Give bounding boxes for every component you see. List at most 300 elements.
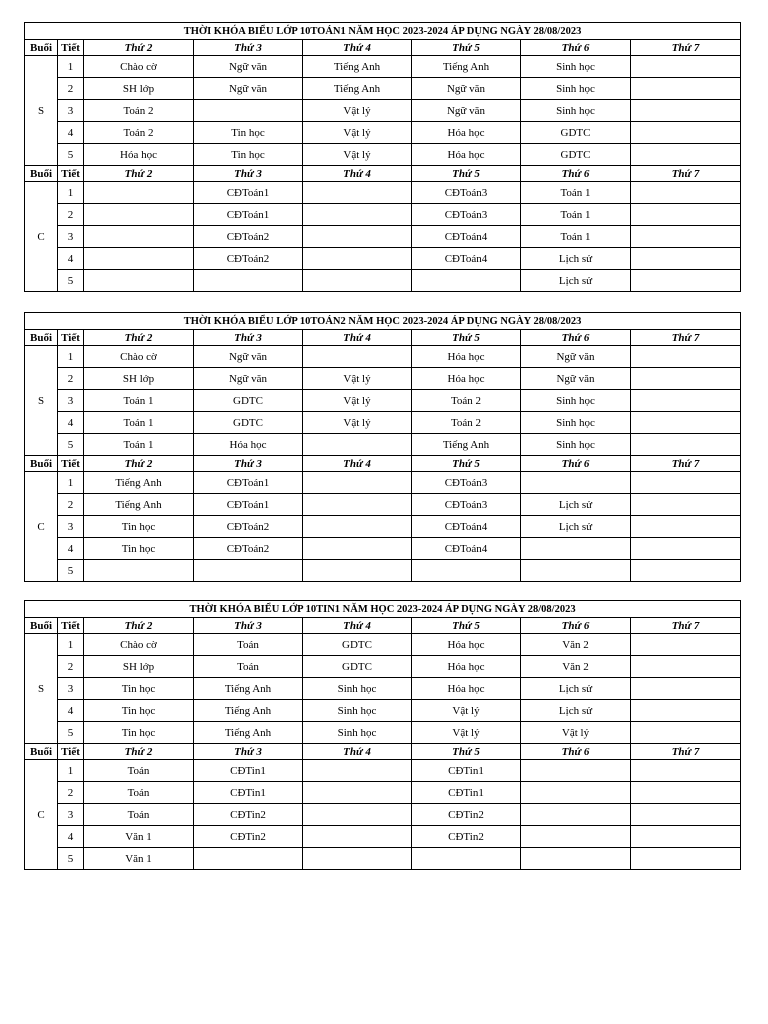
subject-cell: Tiếng Anh — [412, 56, 521, 78]
subject-cell: CĐToán3 — [412, 494, 521, 516]
column-header: Thứ 2 — [84, 40, 194, 56]
subject-cell — [303, 226, 412, 248]
subject-cell — [631, 56, 741, 78]
column-header: Thứ 6 — [521, 330, 631, 346]
column-header: Thứ 5 — [412, 166, 521, 182]
table-row — [25, 122, 741, 144]
subject-cell: GDTC — [194, 390, 303, 412]
period-number: 4 — [58, 412, 84, 434]
period-number: 5 — [58, 434, 84, 456]
subject-cell: Văn 1 — [84, 848, 194, 870]
subject-cell: Toán 1 — [84, 412, 194, 434]
subject-cell: CĐTin1 — [194, 760, 303, 782]
period-number: 3 — [58, 390, 84, 412]
table-row — [25, 516, 741, 538]
table-row — [25, 560, 741, 582]
subject-cell: Sinh học — [521, 412, 631, 434]
column-header: Thứ 4 — [303, 166, 412, 182]
subject-cell — [521, 760, 631, 782]
column-header: Thứ 5 — [412, 618, 521, 634]
subject-cell — [84, 270, 194, 292]
subject-cell — [303, 782, 412, 804]
header-row — [25, 618, 741, 634]
column-header: Buổi — [25, 166, 58, 182]
table-row — [25, 848, 741, 870]
subject-cell: Vật lý — [521, 722, 631, 744]
subject-cell: Toán 2 — [412, 390, 521, 412]
table-row — [25, 722, 741, 744]
subject-cell: Toán — [194, 656, 303, 678]
subject-cell — [84, 182, 194, 204]
period-number: 2 — [58, 78, 84, 100]
subject-cell — [84, 204, 194, 226]
subject-cell: Sinh học — [521, 56, 631, 78]
subject-cell — [631, 722, 741, 744]
subject-cell: Tin học — [194, 144, 303, 166]
column-header: Thứ 6 — [521, 456, 631, 472]
period-number: 1 — [58, 346, 84, 368]
subject-cell: CĐToán1 — [194, 494, 303, 516]
subject-cell — [631, 804, 741, 826]
subject-cell: Tiếng Anh — [303, 78, 412, 100]
subject-cell: CĐToán2 — [194, 516, 303, 538]
period-number: 1 — [58, 634, 84, 656]
subject-cell: Ngữ văn — [521, 368, 631, 390]
subject-cell: Vật lý — [412, 700, 521, 722]
table-row — [25, 634, 741, 656]
period-number: 2 — [58, 656, 84, 678]
period-number: 4 — [58, 248, 84, 270]
subject-cell: Vật lý — [303, 100, 412, 122]
subject-cell: Lịch sử — [521, 516, 631, 538]
subject-cell — [631, 826, 741, 848]
subject-cell — [631, 848, 741, 870]
subject-cell: Chào cờ — [84, 634, 194, 656]
subject-cell — [303, 270, 412, 292]
column-header: Thứ 7 — [631, 330, 741, 346]
subject-cell: CĐTin2 — [194, 804, 303, 826]
subject-cell: Sinh học — [521, 390, 631, 412]
subject-cell: Chào cờ — [84, 56, 194, 78]
column-header: Thứ 4 — [303, 744, 412, 760]
session-label: S — [25, 56, 58, 166]
subject-cell — [631, 434, 741, 456]
subject-cell: Tiếng Anh — [303, 56, 412, 78]
subject-cell: Hóa học — [412, 634, 521, 656]
subject-cell — [521, 560, 631, 582]
subject-cell — [631, 538, 741, 560]
subject-cell: Sinh học — [521, 434, 631, 456]
header-row — [25, 744, 741, 760]
table-row — [25, 270, 741, 292]
column-header: Thứ 7 — [631, 456, 741, 472]
subject-cell: CĐTin2 — [412, 826, 521, 848]
table-row — [25, 826, 741, 848]
subject-cell: Tiếng Anh — [194, 678, 303, 700]
subject-cell: Lịch sử — [521, 248, 631, 270]
table-row — [25, 226, 741, 248]
subject-cell: Toán — [84, 804, 194, 826]
subject-cell — [194, 848, 303, 870]
subject-cell — [303, 560, 412, 582]
subject-cell: CĐToán3 — [412, 182, 521, 204]
column-header: Thứ 7 — [631, 744, 741, 760]
subject-cell: CĐToán4 — [412, 538, 521, 560]
table-row — [25, 204, 741, 226]
subject-cell: Vật lý — [303, 122, 412, 144]
table-row — [25, 700, 741, 722]
column-header: Buổi — [25, 618, 58, 634]
period-number: 3 — [58, 678, 84, 700]
table-row — [25, 78, 741, 100]
column-header: Thứ 6 — [521, 40, 631, 56]
subject-cell: Hóa học — [412, 122, 521, 144]
timetable-title: THỜI KHÓA BIỂU LỚP 10TIN1 NĂM HỌC 2023-2024 ÁP DỤNG NGÀY 28/08/2023 — [25, 601, 741, 618]
period-number: 5 — [58, 270, 84, 292]
subject-cell: GDTC — [521, 144, 631, 166]
subject-cell — [521, 782, 631, 804]
subject-cell: Toán 1 — [521, 182, 631, 204]
table-row — [25, 678, 741, 700]
subject-cell — [631, 760, 741, 782]
subject-cell: Văn 2 — [521, 656, 631, 678]
period-number: 2 — [58, 204, 84, 226]
session-label: S — [25, 346, 58, 456]
subject-cell — [631, 678, 741, 700]
column-header: Tiết — [58, 166, 84, 182]
subject-cell: CĐToán1 — [194, 204, 303, 226]
subject-cell — [303, 804, 412, 826]
subject-cell: SH lớp — [84, 656, 194, 678]
subject-cell — [631, 248, 741, 270]
subject-cell: Ngữ văn — [412, 78, 521, 100]
subject-cell: Lịch sử — [521, 270, 631, 292]
subject-cell: Toán — [194, 634, 303, 656]
subject-cell — [412, 270, 521, 292]
table-row — [25, 56, 741, 78]
column-header: Thứ 4 — [303, 330, 412, 346]
timetable-1 — [24, 22, 741, 292]
subject-cell — [631, 656, 741, 678]
session-label: S — [25, 634, 58, 744]
subject-cell: CĐTin2 — [194, 826, 303, 848]
session-label: C — [25, 182, 58, 292]
subject-cell: Vật lý — [303, 368, 412, 390]
subject-cell: Sinh học — [521, 100, 631, 122]
table-row — [25, 346, 741, 368]
subject-cell: CĐTin1 — [412, 782, 521, 804]
table-row — [25, 100, 741, 122]
period-number: 1 — [58, 472, 84, 494]
subject-cell: Tin học — [84, 722, 194, 744]
period-number: 5 — [58, 144, 84, 166]
subject-cell — [303, 494, 412, 516]
subject-cell: Sinh học — [521, 78, 631, 100]
subject-cell: GDTC — [303, 634, 412, 656]
table-row — [25, 368, 741, 390]
column-header: Thứ 3 — [194, 166, 303, 182]
column-header: Buổi — [25, 40, 58, 56]
table-row — [25, 804, 741, 826]
column-header: Thứ 5 — [412, 330, 521, 346]
column-header: Thứ 5 — [412, 456, 521, 472]
subject-cell: Vật lý — [303, 390, 412, 412]
subject-cell — [521, 472, 631, 494]
table-row — [25, 494, 741, 516]
column-header: Thứ 3 — [194, 456, 303, 472]
subject-cell — [631, 472, 741, 494]
column-header: Buổi — [25, 330, 58, 346]
subject-cell: CĐToán3 — [412, 204, 521, 226]
subject-cell: SH lớp — [84, 78, 194, 100]
period-number: 5 — [58, 560, 84, 582]
table-row — [25, 656, 741, 678]
table-row — [25, 412, 741, 434]
subject-cell: Vật lý — [303, 144, 412, 166]
subject-cell — [631, 182, 741, 204]
subject-cell — [631, 516, 741, 538]
period-number: 4 — [58, 538, 84, 560]
subject-cell — [194, 100, 303, 122]
table-row — [25, 182, 741, 204]
subject-cell: CĐToán2 — [194, 248, 303, 270]
subject-cell: Toán 2 — [84, 100, 194, 122]
subject-cell: Tin học — [84, 700, 194, 722]
subject-cell: Hóa học — [84, 144, 194, 166]
column-header: Thứ 5 — [412, 40, 521, 56]
subject-cell: Sinh học — [303, 678, 412, 700]
column-header: Thứ 2 — [84, 744, 194, 760]
subject-cell: GDTC — [521, 122, 631, 144]
subject-cell: Hóa học — [412, 346, 521, 368]
column-header: Thứ 5 — [412, 744, 521, 760]
table-row — [25, 760, 741, 782]
subject-cell: Toán — [84, 782, 194, 804]
subject-cell — [631, 560, 741, 582]
subject-cell: CĐTin2 — [412, 804, 521, 826]
subject-cell: Văn 2 — [521, 634, 631, 656]
subject-cell: Ngữ văn — [521, 346, 631, 368]
period-number: 4 — [58, 122, 84, 144]
subject-cell: Toán 1 — [84, 434, 194, 456]
subject-cell — [631, 700, 741, 722]
session-label: C — [25, 760, 58, 870]
subject-cell — [521, 826, 631, 848]
subject-cell — [84, 560, 194, 582]
column-header: Tiết — [58, 330, 84, 346]
timetable-title: THỜI KHÓA BIỂU LỚP 10TOÁN2 NĂM HỌC 2023-2024 ÁP DỤNG NGÀY 28/08/2023 — [25, 313, 741, 330]
column-header: Thứ 2 — [84, 166, 194, 182]
period-number: 1 — [58, 56, 84, 78]
subject-cell: CĐToán2 — [194, 538, 303, 560]
column-header: Tiết — [58, 456, 84, 472]
column-header: Thứ 6 — [521, 166, 631, 182]
header-row — [25, 330, 741, 346]
subject-cell: Tin học — [84, 516, 194, 538]
column-header: Buổi — [25, 456, 58, 472]
subject-cell — [631, 368, 741, 390]
column-header: Tiết — [58, 618, 84, 634]
subject-cell: CĐToán1 — [194, 472, 303, 494]
subject-cell — [303, 248, 412, 270]
table-row — [25, 434, 741, 456]
subject-cell: CĐTin1 — [194, 782, 303, 804]
subject-cell: Toán 1 — [521, 226, 631, 248]
subject-cell: CĐToán3 — [412, 472, 521, 494]
table-row — [25, 144, 741, 166]
subject-cell — [303, 346, 412, 368]
period-number: 2 — [58, 494, 84, 516]
table-row — [25, 472, 741, 494]
subject-cell — [631, 782, 741, 804]
subject-cell — [303, 538, 412, 560]
subject-cell: GDTC — [194, 412, 303, 434]
column-header: Tiết — [58, 40, 84, 56]
subject-cell — [303, 472, 412, 494]
period-number: 4 — [58, 700, 84, 722]
subject-cell: Tiếng Anh — [84, 494, 194, 516]
column-header: Thứ 3 — [194, 330, 303, 346]
column-header: Thứ 2 — [84, 618, 194, 634]
session-label: C — [25, 472, 58, 582]
subject-cell — [303, 826, 412, 848]
timetable-title: THỜI KHÓA BIỂU LỚP 10TOÁN1 NĂM HỌC 2023-2024 ÁP DỤNG NGÀY 28/08/2023 — [25, 23, 741, 40]
timetable-3 — [24, 600, 741, 870]
subject-cell: Hóa học — [412, 144, 521, 166]
subject-cell — [521, 848, 631, 870]
timetable-2 — [24, 312, 741, 582]
column-header: Thứ 7 — [631, 618, 741, 634]
table-row — [25, 782, 741, 804]
subject-cell — [631, 100, 741, 122]
subject-cell — [303, 516, 412, 538]
subject-cell: Vật lý — [412, 722, 521, 744]
column-header: Thứ 3 — [194, 618, 303, 634]
subject-cell — [412, 560, 521, 582]
subject-cell: Toán 1 — [84, 390, 194, 412]
column-header: Buổi — [25, 744, 58, 760]
subject-cell — [84, 226, 194, 248]
column-header: Thứ 4 — [303, 456, 412, 472]
period-number: 3 — [58, 226, 84, 248]
period-number: 2 — [58, 782, 84, 804]
subject-cell: Ngữ văn — [194, 78, 303, 100]
column-header: Thứ 7 — [631, 166, 741, 182]
column-header: Thứ 2 — [84, 330, 194, 346]
period-number: 1 — [58, 760, 84, 782]
column-header: Thứ 6 — [521, 744, 631, 760]
subject-cell — [631, 346, 741, 368]
subject-cell — [303, 182, 412, 204]
subject-cell: Ngữ văn — [194, 346, 303, 368]
subject-cell — [194, 270, 303, 292]
header-row — [25, 456, 741, 472]
subject-cell — [631, 390, 741, 412]
column-header: Thứ 2 — [84, 456, 194, 472]
period-number: 3 — [58, 100, 84, 122]
subject-cell: Ngữ văn — [194, 56, 303, 78]
subject-cell: Ngữ văn — [194, 368, 303, 390]
subject-cell — [521, 538, 631, 560]
subject-cell — [631, 226, 741, 248]
subject-cell: Sinh học — [303, 700, 412, 722]
subject-cell: Chào cờ — [84, 346, 194, 368]
period-number: 3 — [58, 516, 84, 538]
period-number: 4 — [58, 826, 84, 848]
subject-cell: Lịch sử — [521, 494, 631, 516]
subject-cell — [631, 634, 741, 656]
subject-cell: CĐToán1 — [194, 182, 303, 204]
subject-cell: Lịch sử — [521, 700, 631, 722]
header-row — [25, 166, 741, 182]
subject-cell — [412, 848, 521, 870]
period-number: 3 — [58, 804, 84, 826]
column-header: Thứ 3 — [194, 40, 303, 56]
subject-cell: Hóa học — [412, 368, 521, 390]
table-row — [25, 390, 741, 412]
period-number: 2 — [58, 368, 84, 390]
subject-cell — [521, 804, 631, 826]
column-header: Thứ 4 — [303, 618, 412, 634]
subject-cell — [631, 204, 741, 226]
period-number: 1 — [58, 182, 84, 204]
subject-cell — [303, 204, 412, 226]
column-header: Thứ 6 — [521, 618, 631, 634]
subject-cell: CĐToán4 — [412, 516, 521, 538]
subject-cell: Tiếng Anh — [84, 472, 194, 494]
column-header: Thứ 3 — [194, 744, 303, 760]
subject-cell: CĐToán2 — [194, 226, 303, 248]
subject-cell: Tiếng Anh — [412, 434, 521, 456]
subject-cell — [631, 270, 741, 292]
subject-cell — [631, 122, 741, 144]
column-header: Tiết — [58, 744, 84, 760]
subject-cell — [194, 560, 303, 582]
period-number: 5 — [58, 722, 84, 744]
subject-cell: Toán — [84, 760, 194, 782]
subject-cell: Toán 1 — [521, 204, 631, 226]
subject-cell: SH lớp — [84, 368, 194, 390]
column-header: Thứ 7 — [631, 40, 741, 56]
subject-cell: Sinh học — [303, 722, 412, 744]
subject-cell: CĐToán4 — [412, 248, 521, 270]
subject-cell: Toán 2 — [84, 122, 194, 144]
subject-cell: Hóa học — [412, 656, 521, 678]
subject-cell: Tiếng Anh — [194, 722, 303, 744]
subject-cell — [303, 434, 412, 456]
subject-cell: Tin học — [84, 678, 194, 700]
subject-cell: Vật lý — [303, 412, 412, 434]
subject-cell — [631, 494, 741, 516]
table-row — [25, 248, 741, 270]
subject-cell: Hóa học — [194, 434, 303, 456]
period-number: 5 — [58, 848, 84, 870]
table-row — [25, 538, 741, 560]
subject-cell — [303, 848, 412, 870]
subject-cell: Lịch sử — [521, 678, 631, 700]
subject-cell — [631, 412, 741, 434]
subject-cell: Tin học — [84, 538, 194, 560]
subject-cell — [631, 78, 741, 100]
header-row — [25, 40, 741, 56]
subject-cell — [631, 144, 741, 166]
subject-cell: CĐToán4 — [412, 226, 521, 248]
subject-cell — [84, 248, 194, 270]
subject-cell: CĐTin1 — [412, 760, 521, 782]
subject-cell: Toán 2 — [412, 412, 521, 434]
subject-cell: Văn 1 — [84, 826, 194, 848]
subject-cell: Ngữ văn — [412, 100, 521, 122]
